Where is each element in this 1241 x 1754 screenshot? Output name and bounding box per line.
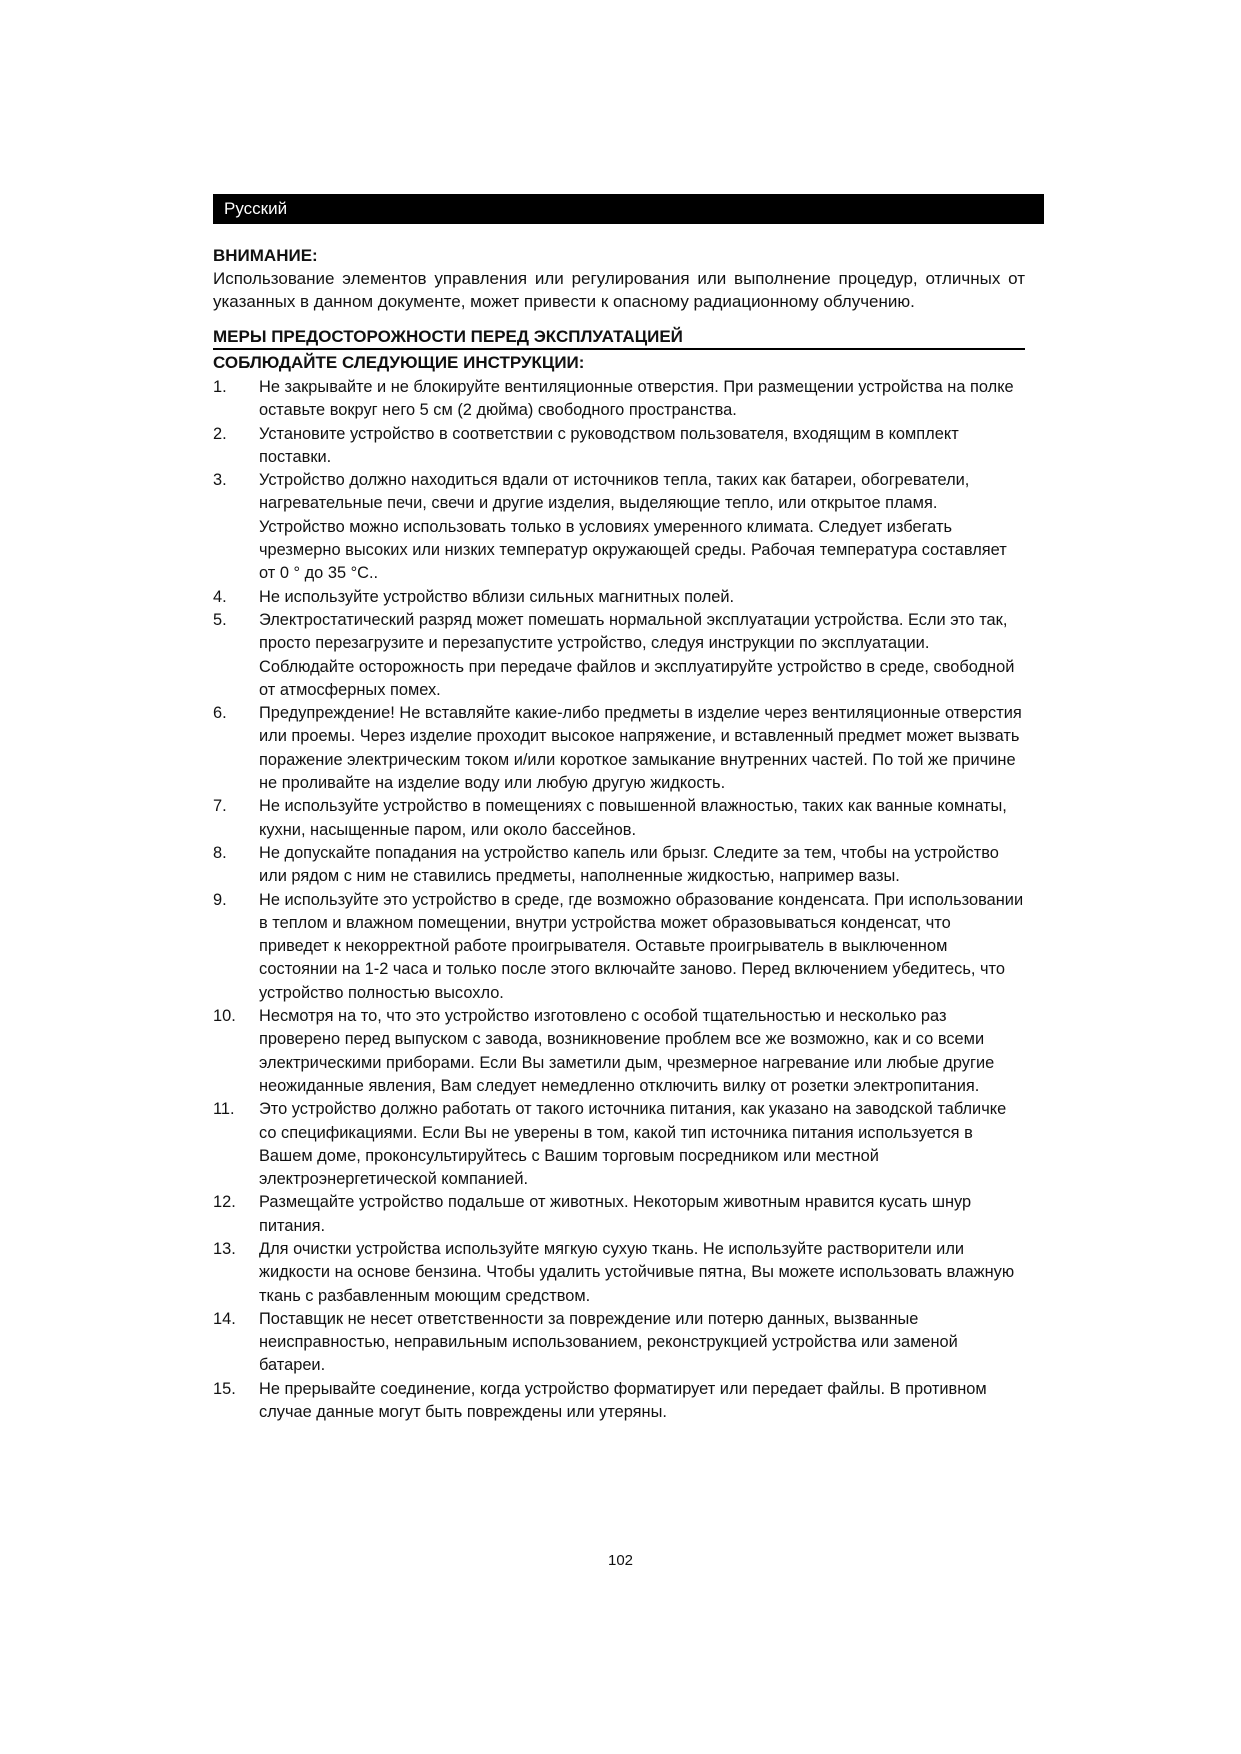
list-item (213, 1308, 1025, 1378)
item-number: 6. (213, 704, 227, 723)
item-text: Не прерывайте соединение, когда устройство форматирует или передает файлы. В противном случае данные могут быть повреждены или утеряны. (259, 1379, 987, 1422)
item-number: 4. (213, 587, 227, 606)
list-item (213, 1378, 1025, 1425)
item-text: Не используйте это устройство в среде, где возможно образование конденсата. При использовании в теплом и влажном помещении, внутри устройства может образовываться конденсат, что приведет к некорректной работе проигрывателя. Оставьте проигрыватель в выключенном состоянии на 1-2 часа и только после этого включайте заново. Перед включением убедитесь, что устройство полностью высохло. (259, 890, 1024, 1002)
item-number: 13. (213, 1239, 236, 1258)
list-item (213, 586, 1025, 609)
item-number: 12. (213, 1193, 236, 1212)
item-text: Установите устройство в соответствии с руководством пользователя, входящим в комплект поставки. (259, 424, 959, 466)
item-text: Для очистки устройства используйте мягкую сухую ткань. Не используйте растворители или жидкости на основе бензина. Чтобы удалить устойчивые пятна, Вы можете использовать влажную ткань с разбавленным моющим средством. (259, 1239, 1015, 1305)
list-item (213, 1005, 1025, 1098)
item-text: Не используйте устройство в помещениях с повышенной влажностью, таких как ванные комнаты, кухни, насыщенные паром, или около бассейнов. (259, 797, 1007, 839)
item-number: 1. (213, 378, 227, 396)
item-number: 9. (213, 890, 227, 909)
item-text: Не допускайте попадания на устройство капель или брызг. Следите за тем, чтобы на устройство или рядом с ним не ставились предметы, наполненные жидкостью, например вазы. (259, 843, 999, 886)
list-item (213, 423, 1025, 470)
warning-title: ВНИМАНИЕ: (213, 246, 318, 265)
item-number: 8. (213, 843, 227, 862)
list-item (213, 889, 1025, 1005)
item-number: 10. (213, 1007, 236, 1026)
list-item (213, 469, 1025, 585)
list-item (213, 1238, 1025, 1308)
section-subtitle: СОБЛЮДАЙТЕ СЛЕДУЮЩИЕ ИНСТРУКЦИИ: (213, 353, 585, 372)
list-item (213, 842, 1025, 889)
section-title: МЕРЫ ПРЕДОСТОРОЖНОСТИ ПЕРЕД ЭКСПЛУАТАЦИЕЙ (213, 325, 1025, 350)
item-text: Предупреждение! Не вставляйте какие-либо предметы в изделие через вентиляционные отверстия или проемы. Через изделие проходит высокое напряжение, и вставленный предмет может вызвать поражение электрическим током и/или короткое замыкание внутренних частей. По той же причине не проливайте на изделие воду или любую другую жидкость. (259, 704, 1022, 793)
precautions-list (213, 376, 1025, 1424)
list-item (213, 795, 1025, 842)
item-text: Не закрывайте и не блокируйте вентиляционные отверстия. При размещении устройства на полке оставьте вокруг него 5 см (2 дюйма) свободного пространства. (259, 378, 1014, 420)
list-item (213, 702, 1025, 795)
item-number: 7. (213, 797, 227, 816)
item-number: 2. (213, 424, 227, 443)
item-text: Это устройство должно работать от такого источника питания, как указано на заводской табличке со спецификациями. Если Вы не уверены в том, какой тип источника питания используется в Вашем доме, проконсультируйтесь с Вашим торговым посредником или местной электроэнергетической компанией. (259, 1100, 1007, 1189)
list-item (213, 1098, 1025, 1191)
item-text: Поставщик не несет ответственности за повреждение или потерю данных, вызванные неисправностью, неправильным использованием, реконструкцией устройства или заменой батареи. (259, 1309, 958, 1375)
item-number: 15. (213, 1379, 236, 1398)
list-item (213, 1191, 1025, 1238)
warning-text: Использование элементов управления или регулирования или выполнение процедур, отличных от указанных в данном документе, может привести к опасному радиационному облучению. (213, 269, 1025, 311)
document-body (213, 244, 1025, 1424)
item-number: 14. (213, 1309, 236, 1328)
language-header-bar (213, 194, 1044, 224)
language-label: Русский (224, 199, 288, 218)
item-number: 11. (213, 1100, 235, 1119)
item-number: 3. (213, 471, 227, 490)
item-text: Электростатический разряд может помешать нормальной эксплуатации устройства. Если это так, просто перезагрузите и перезапустите устройство, следуя инструкции по эксплуатации. Соблюдайте осторожность при передаче файлов и эксплуатируйте устройство в среде, свободной от атмосферных помех. (259, 610, 1015, 699)
item-text: Устройство должно находиться вдали от источников тепла, таких как батареи, обогреватели, нагревательные печи, свечи и другие изделия, выделяющие тепло, или открытое пламя. Устройство можно использовать только в условиях умеренного климата. Следует избегать чрезмерно высоких или низких температур окружающей среды. Рабочая температура составляет от 0 ° до 35 °C.. (259, 471, 1007, 583)
item-number: 5. (213, 610, 227, 629)
item-text: Не используйте устройство вблизи сильных магнитных полей. (259, 587, 735, 606)
list-item (213, 609, 1025, 702)
item-text: Несмотря на то, что это устройство изготовлено с особой тщательностью и несколько раз проверено перед выпуском с завода, возникновение проблем все же возможно, как и со всеми электрическими приборами. Если Вы заметили дым, чрезмерное нагревание или любые другие неожиданные явления, Вам следует немедленно отключить вилку от розетки электропитания. (259, 1007, 995, 1095)
page-number: 102 (607, 1552, 634, 1569)
item-text: Размещайте устройство подальше от животных. Некоторым животным нравится кусать шнур питания. (259, 1193, 972, 1235)
list-item (213, 376, 1025, 423)
